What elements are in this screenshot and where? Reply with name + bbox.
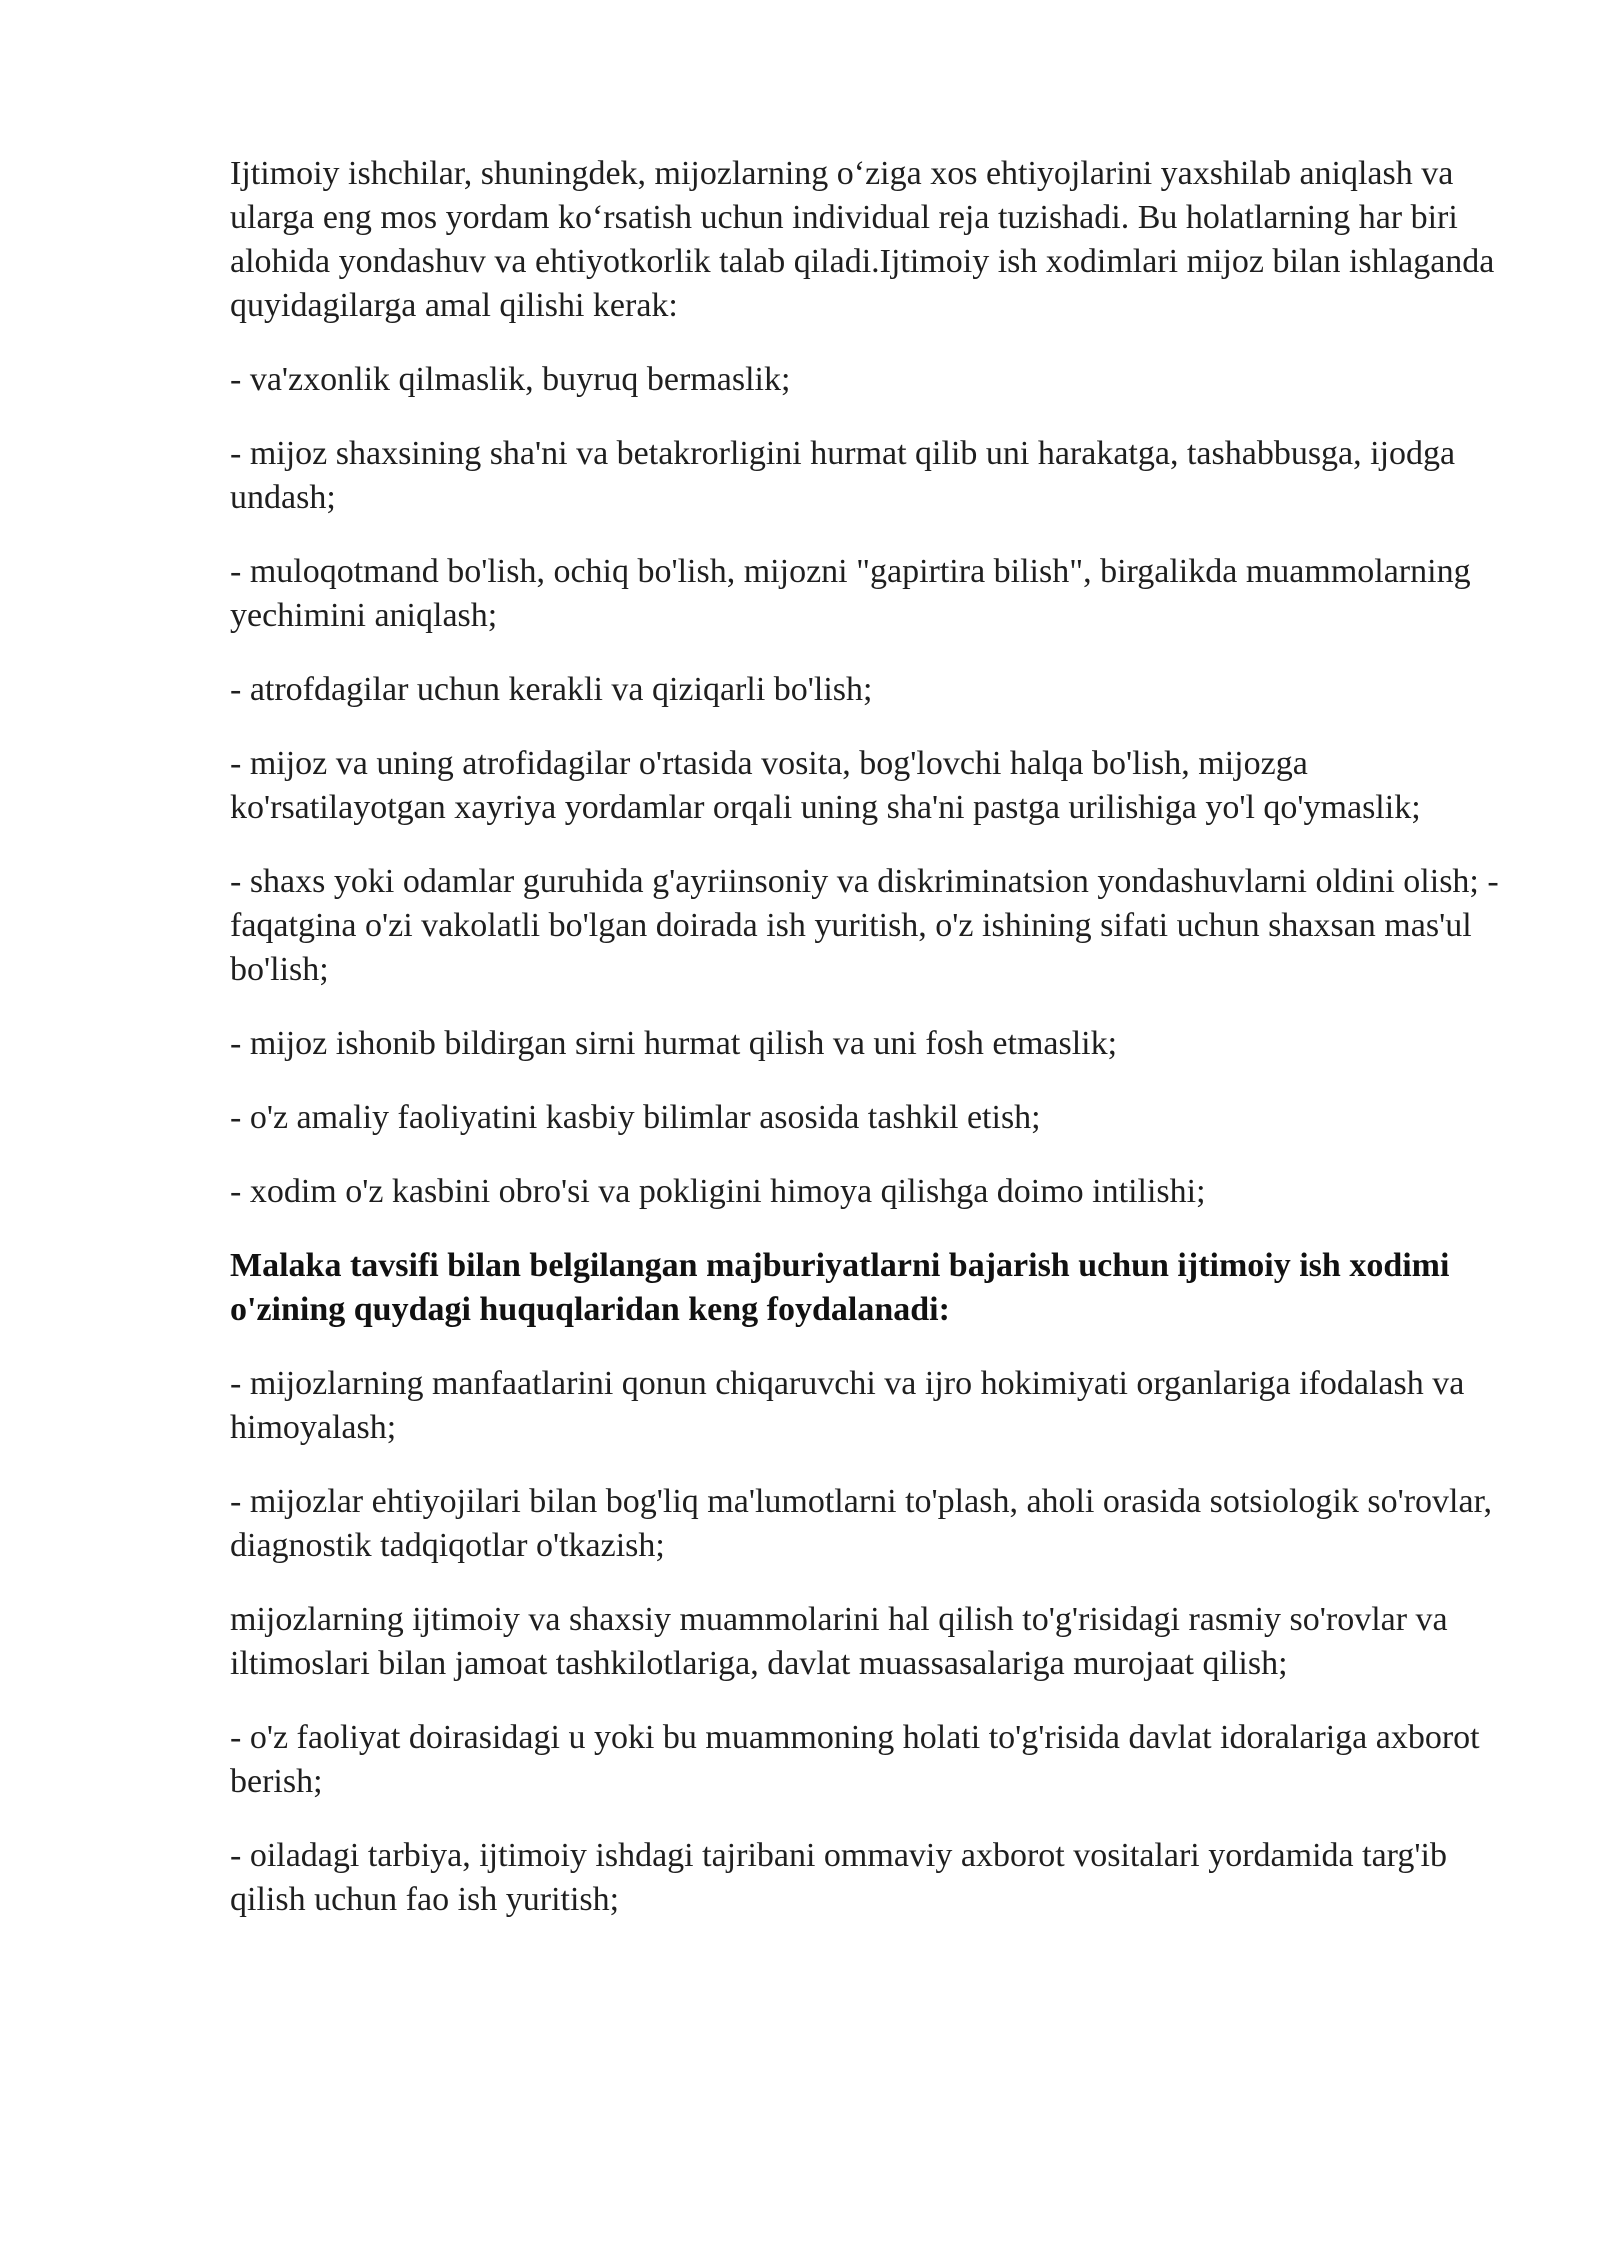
list-item: - shaxs yoki odamlar guruhida g'ayriinsoniy va diskriminatsion yondashuvlarni oldini olish; - faqatgina o'zi vakolatli bo'lgan doirada ish yuritish, o'z ishining sifati uchun shaxsan mas'ul bo'lish;: [230, 863, 1499, 988]
section-heading: Malaka tavsifi bilan belgilangan majburiyatlarni bajarish uchun ijtimoiy ish xodimi o'zining quydagi huquqlaridan keng foydalanadi:: [230, 1247, 1450, 1328]
document-page: [230, 152, 1502, 1952]
list-item: mijozlarning ijtimoiy va shaxsiy muammolarini hal qilish to'g'risidagi rasmiy so'rovlar va iltimoslari bilan jamoat tashkilotlariga, davlat muassasalariga murojaat qilish;: [230, 1601, 1448, 1682]
list-item: - mijoz va uning atrofidagilar o'rtasida vosita, bog'lovchi halqa bo'lish, mijozga ko'rsatilayotgan xayriya yordamlar orqali uning sha'ni pastga urilishiga yo'l qo'ymaslik;: [230, 745, 1421, 826]
list-item: - mijoz ishonib bildirgan sirni hurmat qilish va uni fosh etmaslik;: [230, 1025, 1118, 1062]
intro-paragraph: Ijtimoiy ishchilar, shuningdek, mijozlarning oʻziga xos ehtiyojlarini yaxshilab aniqlash va ularga eng mos yordam koʻrsatish uchun individual reja tuzishadi. Bu holatlarning har biri alohida yondashuv va ehtiyotkorlik talab qiladi.Ijtimoiy ish xodimlari mijoz bilan ishlaganda quyidagilarga amal qilishi kerak:: [230, 155, 1495, 324]
list-item: - o'z faoliyat doirasidagi u yoki bu muammoning holati to'g'risida davlat idoralariga axborot berish;: [230, 1719, 1480, 1800]
list-item: - o'z amaliy faoliyatini kasbiy bilimlar asosida tashkil etish;: [230, 1099, 1041, 1136]
list-item: - atrofdagilar uchun kerakli va qiziqarli bo'lish;: [230, 671, 873, 708]
list-item: - va'zxonlik qilmaslik, buyruq bermaslik;: [230, 361, 791, 398]
list-item: - oiladagi tarbiya, ijtimoiy ishdagi tajribani ommaviy axborot vositalari yordamida targ'ib qilish uchun fao ish yuritish;: [230, 1837, 1447, 1918]
list-item: - mijoz shaxsining sha'ni va betakrorligini hurmat qilib uni harakatga, tashabbusga, ijodga undash;: [230, 435, 1456, 516]
list-item: - xodim o'z kasbini obro'si va pokligini himoya qilishga doimo intilishi;: [230, 1173, 1206, 1210]
list-item: - mijozlar ehtiyojilari bilan bog'liq ma'lumotlarni to'plash, aholi orasida sotsiologik so'rovlar, diagnostik tadqiqotlar o'tkazish;: [230, 1483, 1493, 1564]
list-item: - mijozlarning manfaatlarini qonun chiqaruvchi va ijro hokimiyati organlariga ifodalash va himoyalash;: [230, 1365, 1465, 1446]
list-item: - muloqotmand bo'lish, ochiq bo'lish, mijozni "gapirtira bilish", birgalikda muammolarning yechimini aniqlash;: [230, 553, 1471, 634]
